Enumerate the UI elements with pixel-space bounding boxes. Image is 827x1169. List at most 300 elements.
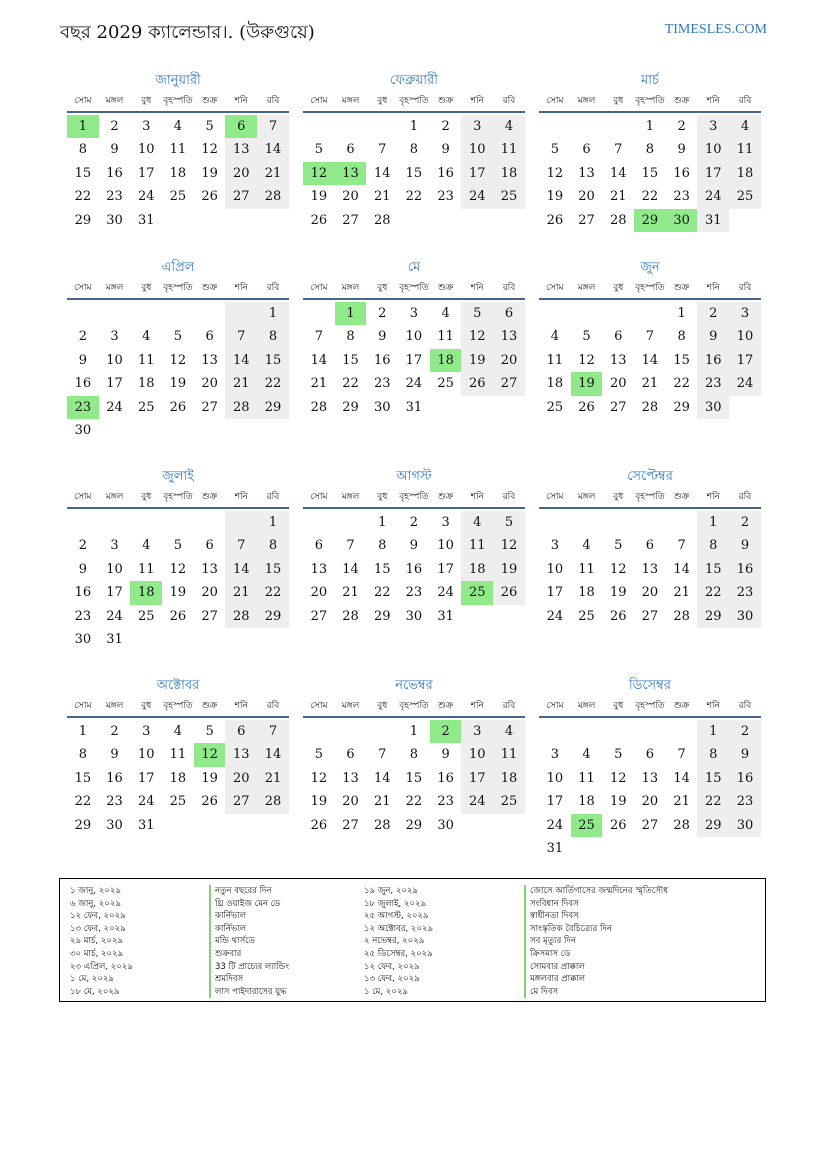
- week-row: [539, 349, 761, 372]
- empty-day: [666, 720, 698, 743]
- day-cell: 28: [257, 790, 289, 813]
- weekday-label: বৃহস্পতি: [163, 282, 193, 293]
- day-cell: 11: [137, 352, 155, 368]
- day-cell: 14: [673, 561, 690, 577]
- holiday-day-cell: 30: [666, 209, 698, 232]
- day-cell: 14: [225, 349, 257, 372]
- day-cell: 20: [342, 189, 359, 205]
- empty-day: [634, 302, 666, 325]
- legend-date: ১৩ ফেব, ২০২৯: [70, 923, 126, 934]
- weekday-header: [539, 277, 761, 297]
- day-cell: 1: [257, 511, 289, 534]
- day-cell: 19: [609, 585, 627, 601]
- header-rule: [67, 298, 289, 300]
- day-cell: 4: [461, 511, 493, 534]
- day-cell: 13: [641, 561, 659, 577]
- weekday-label: শনি: [470, 700, 484, 711]
- holiday-day-cell: 12: [303, 162, 335, 185]
- day-cell: 19: [201, 165, 218, 181]
- empty-day: [366, 720, 398, 743]
- day-cell: 11: [578, 770, 595, 786]
- day-cell: 22: [697, 790, 729, 813]
- day-cell: 17: [729, 349, 761, 372]
- day-cell: 3: [697, 115, 729, 138]
- empty-day: [162, 209, 194, 232]
- day-cell: 11: [493, 743, 525, 766]
- day-cell: 6: [645, 747, 655, 763]
- day-cell: 7: [645, 329, 655, 345]
- day-cell: 24: [106, 399, 123, 415]
- empty-day: [162, 302, 194, 325]
- day-cell: 3: [110, 329, 119, 345]
- day-cell: 27: [493, 372, 525, 395]
- day-cell: 7: [257, 115, 289, 138]
- month-block: [303, 677, 525, 837]
- day-cell: 22: [257, 581, 289, 604]
- day-cell: 26: [609, 817, 627, 833]
- day-cell: 13: [641, 770, 659, 786]
- weekday-header: [67, 695, 289, 715]
- empty-day: [257, 419, 289, 442]
- week-row: [303, 790, 525, 813]
- weekday-label: বৃহস্পতি: [399, 491, 429, 502]
- day-cell: 20: [641, 585, 659, 601]
- legend-date: ১ মে, ২০২৯: [70, 974, 114, 985]
- day-cell: 23: [729, 790, 761, 813]
- weekday-label: শনি: [234, 700, 248, 711]
- month-title: আগস্ট: [396, 469, 432, 484]
- weekday-label: শনি: [706, 95, 720, 106]
- day-cell: 22: [641, 189, 659, 205]
- day-cell: 19: [493, 558, 525, 581]
- day-cell: 26: [310, 817, 328, 833]
- day-cell: 3: [409, 306, 419, 321]
- empty-day: [366, 115, 398, 138]
- weekday-label: রবি: [738, 491, 752, 502]
- day-cell: 21: [257, 767, 289, 790]
- weekday-label: মঙ্গল: [341, 282, 360, 293]
- day-cell: 17: [106, 376, 123, 392]
- day-cell: 12: [169, 561, 187, 577]
- weekday-label: শুক্র: [673, 95, 690, 106]
- day-cell: 21: [673, 794, 690, 810]
- empty-day: [225, 511, 257, 534]
- day-cell: 15: [342, 352, 359, 368]
- week-row: [539, 743, 761, 766]
- day-cell: 26: [201, 794, 218, 810]
- day-cell: 1: [78, 724, 87, 739]
- week-row: [539, 581, 761, 604]
- day-cell: 13: [225, 138, 257, 161]
- empty-day: [194, 419, 226, 442]
- day-cell: 25: [493, 790, 525, 813]
- day-cell: 13: [310, 561, 328, 577]
- week-row: [303, 534, 525, 557]
- day-cell: 15: [641, 165, 659, 181]
- day-cell: 14: [342, 561, 359, 577]
- day-cell: 3: [142, 119, 151, 134]
- week-row: [67, 115, 289, 138]
- weekday-label: বুধ: [141, 491, 152, 502]
- empty-day: [257, 628, 289, 651]
- day-cell: 17: [461, 767, 493, 790]
- legend-holiday-name: কার্নিভাল: [209, 923, 289, 936]
- empty-day: [130, 628, 162, 651]
- weekday-label: বৃহস্পতি: [635, 700, 665, 711]
- day-cell: 20: [641, 794, 659, 810]
- day-cell: 5: [173, 329, 183, 345]
- day-cell: 5: [314, 747, 323, 763]
- day-cell: 29: [373, 608, 391, 624]
- weekday-label: বুধ: [613, 95, 624, 106]
- day-cell: 7: [346, 538, 355, 554]
- day-cell: 1: [409, 724, 419, 739]
- day-cell: 5: [314, 142, 323, 158]
- day-cell: 15: [405, 165, 423, 181]
- weekday-label: শুক্র: [201, 95, 218, 106]
- legend-date: ১২ ফেব, ২০২৯: [70, 911, 126, 922]
- weekday-header: [539, 486, 761, 506]
- day-cell: 28: [310, 399, 328, 415]
- day-cell: 5: [614, 538, 623, 554]
- day-cell: 26: [546, 212, 564, 228]
- weekday-label: সোম: [74, 491, 92, 502]
- day-cell: 7: [677, 747, 686, 763]
- weekday-label: বুধ: [377, 95, 388, 106]
- day-cell: 4: [142, 538, 151, 554]
- day-cell: 25: [437, 376, 454, 392]
- day-cell: 7: [314, 329, 323, 345]
- weekday-label: শনি: [706, 491, 720, 502]
- empty-day: [571, 302, 603, 325]
- day-cell: 8: [257, 325, 289, 348]
- day-cell: 18: [169, 770, 187, 786]
- month-title: নভেম্বর: [395, 678, 433, 693]
- day-cell: 6: [205, 329, 214, 345]
- week-row: [539, 605, 761, 628]
- day-cell: 27: [201, 399, 218, 415]
- day-cell: 15: [74, 770, 92, 786]
- header-rule: [303, 716, 525, 718]
- day-cell: 19: [310, 794, 328, 810]
- month-block: [303, 468, 525, 628]
- day-cell: 31: [437, 608, 454, 624]
- day-cell: 24: [405, 376, 423, 392]
- day-cell: 17: [697, 162, 729, 185]
- day-cell: 9: [409, 538, 419, 554]
- day-cell: 16: [729, 558, 761, 581]
- day-cell: 27: [225, 790, 257, 813]
- day-cell: 19: [461, 349, 493, 372]
- day-cell: 15: [257, 558, 289, 581]
- day-cell: 2: [729, 720, 761, 743]
- weekday-label: শুক্র: [201, 700, 218, 711]
- header-rule: [539, 111, 761, 113]
- legend-holiday-name: সোমবার প্রাক্কাল: [524, 961, 668, 974]
- day-cell: 6: [346, 142, 355, 158]
- week-row: [539, 396, 761, 419]
- holiday-day-cell: 25: [571, 814, 603, 837]
- site-link[interactable]: TIMESLES.COM: [664, 22, 767, 37]
- empty-day: [571, 511, 603, 534]
- day-cell: 28: [641, 399, 659, 415]
- weekday-header: [67, 486, 289, 506]
- day-cell: 2: [729, 511, 761, 534]
- day-cell: 8: [697, 534, 729, 557]
- weekday-header: [303, 90, 525, 110]
- empty-day: [539, 302, 571, 325]
- week-row: [539, 138, 761, 161]
- day-cell: 23: [437, 794, 454, 810]
- day-cell: 10: [137, 747, 155, 763]
- day-cell: 4: [441, 306, 450, 321]
- header-rule: [539, 298, 761, 300]
- weekday-label: রবি: [738, 95, 752, 106]
- day-cell: 1: [409, 119, 419, 134]
- holiday-day-cell: 1: [67, 115, 99, 138]
- day-cell: 25: [137, 608, 155, 624]
- weekday-label: রবি: [502, 282, 516, 293]
- day-cell: 23: [405, 585, 423, 601]
- legend-date: ২৯ মার্চ, ২০২৯: [70, 936, 124, 947]
- day-cell: 22: [74, 794, 92, 810]
- weekday-label: বৃহস্পতি: [635, 95, 665, 106]
- legend-names-right: [524, 885, 668, 998]
- day-cell: 11: [461, 534, 493, 557]
- legend-date: ১৮ মে, ২০২৯: [70, 986, 120, 997]
- day-cell: 5: [461, 302, 493, 325]
- day-cell: 8: [677, 329, 686, 345]
- month-title: অক্টোবর: [156, 678, 200, 693]
- week-row: [303, 325, 525, 348]
- empty-day: [539, 720, 571, 743]
- day-cell: 12: [546, 165, 564, 181]
- header-rule: [67, 507, 289, 509]
- empty-day: [162, 511, 194, 534]
- header-rule: [67, 111, 289, 113]
- week-row: [539, 767, 761, 790]
- empty-day: [194, 209, 226, 232]
- weekday-label: সোম: [310, 491, 328, 502]
- legend-holiday-name: মঙ্গলবার প্রাক্কাল: [524, 973, 668, 986]
- legend-date: ২৫ ডিসেম্বর, ২০২৯: [364, 948, 433, 959]
- empty-day: [67, 511, 99, 534]
- day-cell: 2: [78, 538, 87, 554]
- day-cell: 11: [169, 747, 187, 763]
- legend-date: ১ মে, ২০২৯: [364, 986, 408, 997]
- day-cell: 28: [373, 817, 391, 833]
- month-block: [67, 677, 289, 837]
- weekday-label: শুক্র: [201, 282, 218, 293]
- day-cell: 10: [405, 329, 423, 345]
- empty-day: [634, 720, 666, 743]
- day-cell: 14: [225, 558, 257, 581]
- day-cell: 18: [461, 558, 493, 581]
- day-cell: 27: [342, 212, 359, 228]
- day-cell: 14: [373, 165, 391, 181]
- day-cell: 30: [405, 608, 423, 624]
- empty-day: [602, 115, 634, 138]
- month-title: ডিসেম্বর: [629, 678, 671, 693]
- weekday-label: রবি: [502, 491, 516, 502]
- day-cell: 10: [106, 352, 123, 368]
- day-cell: 16: [673, 165, 690, 181]
- day-cell: 27: [641, 817, 659, 833]
- empty-day: [539, 115, 571, 138]
- day-cell: 23: [729, 581, 761, 604]
- day-cell: 8: [409, 747, 419, 763]
- holiday-day-cell: 29: [634, 209, 666, 232]
- empty-day: [571, 837, 603, 860]
- day-cell: 11: [578, 561, 595, 577]
- day-cell: 8: [257, 534, 289, 557]
- day-cell: 1: [645, 119, 655, 134]
- day-cell: 30: [74, 422, 92, 438]
- day-cell: 10: [697, 138, 729, 161]
- empty-day: [303, 720, 335, 743]
- weekday-label: সোম: [310, 700, 328, 711]
- day-cell: 3: [729, 302, 761, 325]
- day-cell: 20: [493, 349, 525, 372]
- empty-day: [99, 302, 131, 325]
- week-row: [539, 209, 761, 232]
- weekday-label: সোম: [310, 95, 328, 106]
- day-cell: 18: [578, 585, 595, 601]
- weekday-header: [539, 90, 761, 110]
- empty-day: [194, 628, 226, 651]
- weekday-header: [303, 277, 525, 297]
- page-title: বছর 2029 ক্যালেন্ডার।. (উরুগুয়ে): [60, 22, 315, 43]
- empty-day: [430, 209, 462, 232]
- week-row: [67, 534, 289, 557]
- weekday-label: সোম: [546, 491, 564, 502]
- weekday-label: মঙ্গল: [341, 491, 360, 502]
- day-cell: 27: [609, 399, 627, 415]
- empty-day: [634, 511, 666, 534]
- weekday-label: বুধ: [141, 95, 152, 106]
- day-cell: 31: [405, 399, 423, 415]
- day-cell: 11: [729, 138, 761, 161]
- day-cell: 5: [205, 119, 214, 134]
- day-cell: 28: [342, 608, 359, 624]
- day-cell: 21: [609, 189, 627, 205]
- legend-holiday-name: সব মৃত্যুর দিন: [524, 935, 668, 948]
- empty-day: [225, 419, 257, 442]
- day-cell: 26: [461, 372, 493, 395]
- day-cell: 16: [405, 561, 423, 577]
- day-cell: 17: [106, 585, 123, 601]
- day-cell: 25: [169, 794, 187, 810]
- weekday-label: মঙ্গল: [105, 700, 124, 711]
- empty-day: [162, 814, 194, 837]
- legend-holiday-name: স্বাধীনতা দিবস: [524, 910, 668, 923]
- empty-day: [493, 396, 525, 419]
- day-cell: 20: [225, 767, 257, 790]
- day-cell: 23: [673, 189, 690, 205]
- weekday-label: রবি: [502, 95, 516, 106]
- day-cell: 15: [697, 767, 729, 790]
- empty-day: [257, 209, 289, 232]
- legend-date: ১৩ ফেব, ২০২৯: [364, 974, 420, 985]
- weekday-label: শনি: [234, 95, 248, 106]
- weekday-header: [303, 486, 525, 506]
- day-cell: 5: [582, 329, 591, 345]
- empty-day: [162, 419, 194, 442]
- day-cell: 15: [405, 770, 423, 786]
- week-row: [67, 743, 289, 766]
- day-cell: 8: [78, 142, 87, 158]
- day-cell: 4: [550, 329, 559, 345]
- weekday-label: সোম: [74, 95, 92, 106]
- day-cell: 24: [546, 817, 564, 833]
- empty-day: [398, 209, 430, 232]
- day-cell: 26: [201, 189, 218, 205]
- day-cell: 30: [106, 212, 123, 228]
- day-cell: 25: [137, 399, 155, 415]
- day-cell: 18: [137, 376, 155, 392]
- day-cell: 4: [493, 720, 525, 743]
- day-cell: 28: [225, 396, 257, 419]
- weekday-label: বুধ: [613, 491, 624, 502]
- day-cell: 21: [373, 794, 391, 810]
- holiday-day-cell: 13: [335, 162, 367, 185]
- day-cell: 29: [74, 817, 92, 833]
- day-cell: 1: [697, 720, 729, 743]
- header-rule: [303, 298, 525, 300]
- legend-date: ১৮ জুলাই, ২০২৯: [364, 898, 427, 909]
- day-cell: 14: [609, 165, 627, 181]
- day-cell: 26: [578, 399, 595, 415]
- day-cell: 2: [697, 302, 729, 325]
- weekday-label: বুধ: [377, 282, 388, 293]
- month-block: [303, 259, 525, 419]
- empty-day: [493, 605, 525, 628]
- empty-day: [461, 396, 493, 419]
- day-cell: 30: [373, 399, 391, 415]
- weekday-label: সোম: [74, 282, 92, 293]
- day-cell: 23: [74, 608, 92, 624]
- week-row: [303, 372, 525, 395]
- legend-date: ২ নভেম্বর, ২০২৯: [364, 936, 425, 947]
- legend-holiday-name: জোসে আর্তিগাসের জন্মদিনের স্মৃতিসৌধ: [524, 885, 668, 898]
- day-cell: 14: [641, 352, 659, 368]
- week-row: [67, 767, 289, 790]
- day-cell: 4: [173, 119, 183, 134]
- day-cell: 10: [461, 138, 493, 161]
- day-cell: 7: [378, 142, 387, 158]
- day-cell: 20: [310, 585, 328, 601]
- day-cell: 11: [493, 138, 525, 161]
- empty-day: [493, 814, 525, 837]
- empty-day: [666, 837, 698, 860]
- empty-day: [194, 511, 226, 534]
- month-block: [539, 259, 761, 419]
- day-cell: 7: [614, 142, 623, 158]
- header-rule: [67, 716, 289, 718]
- weekday-label: বৃহস্পতি: [163, 700, 193, 711]
- day-cell: 24: [697, 185, 729, 208]
- day-cell: 9: [677, 142, 686, 158]
- day-cell: 9: [441, 747, 450, 763]
- day-cell: 21: [373, 189, 391, 205]
- day-cell: 22: [673, 376, 690, 392]
- day-cell: 21: [673, 585, 690, 601]
- weekday-header: [303, 695, 525, 715]
- week-row: [67, 325, 289, 348]
- day-cell: 18: [578, 794, 595, 810]
- empty-day: [67, 302, 99, 325]
- weekday-label: শুক্র: [437, 700, 454, 711]
